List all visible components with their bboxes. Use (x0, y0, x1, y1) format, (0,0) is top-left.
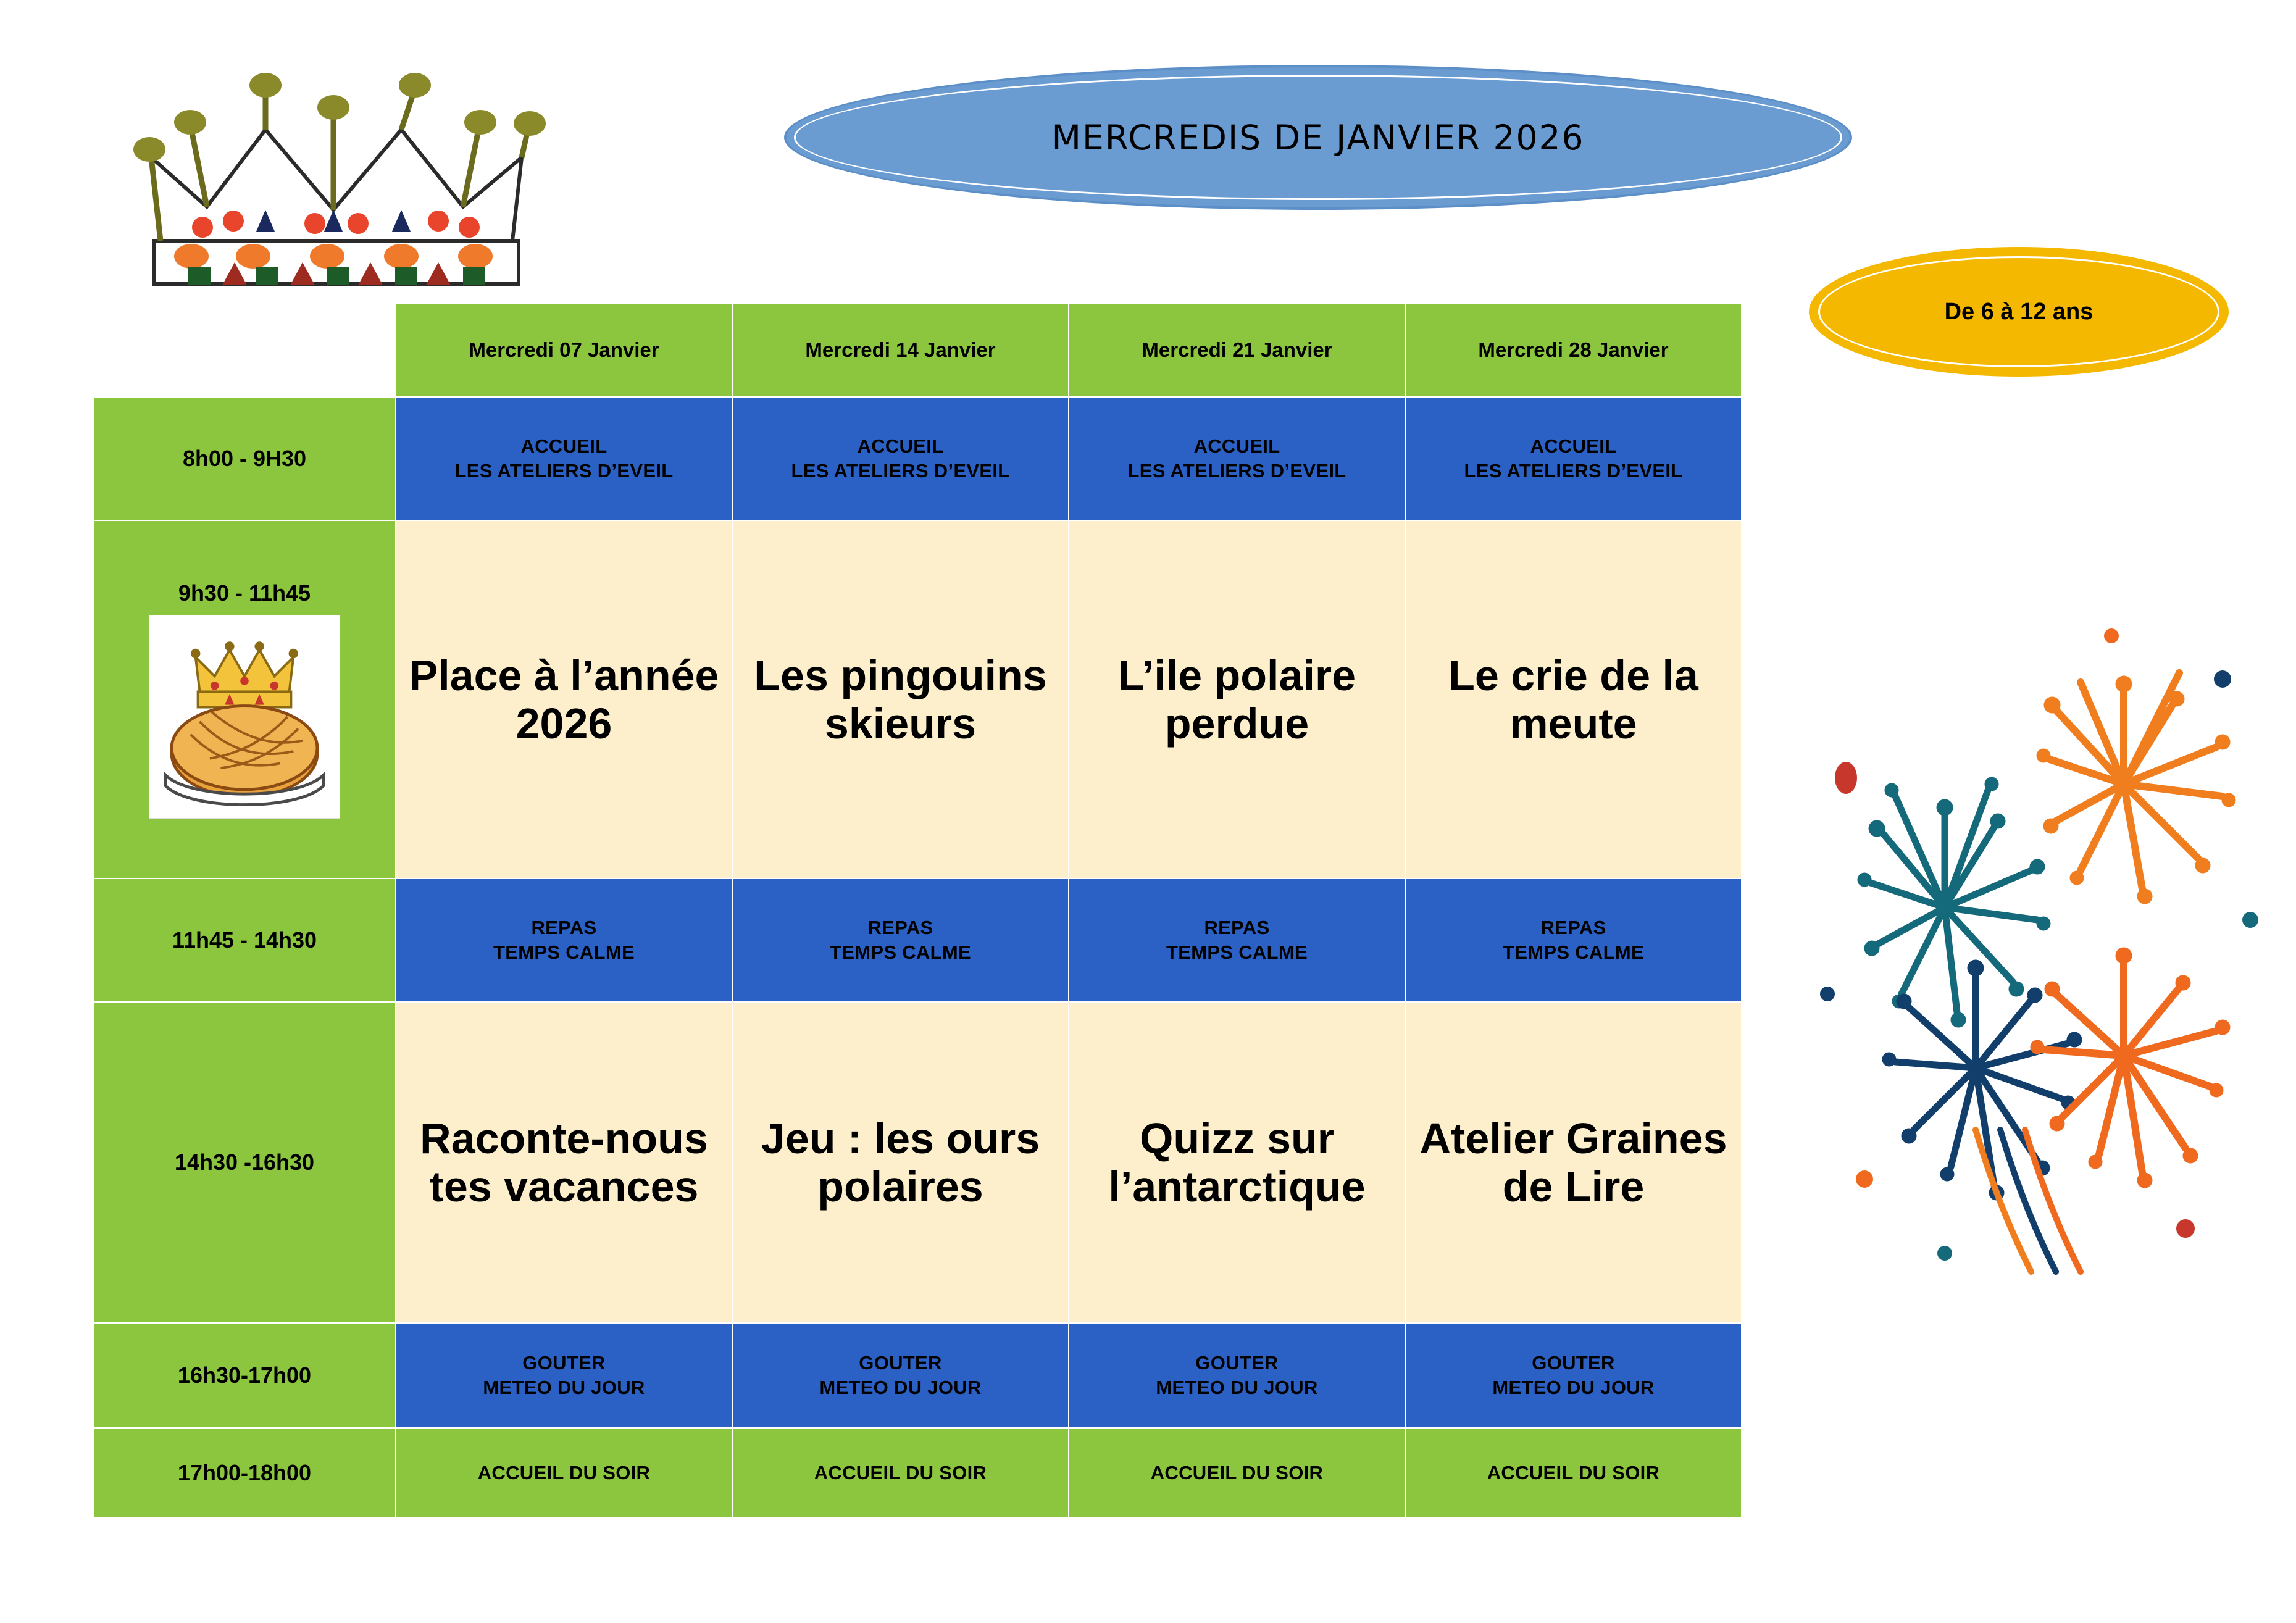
time-slot-3: 11h45 - 14h30 (93, 878, 396, 1002)
day-header-1: Mercredi 07 Janvier (396, 303, 732, 397)
slot-6-day-2: ACCUEIL DU SOIR (732, 1428, 1069, 1517)
table-row (93, 1323, 1742, 1428)
time-slot-1: 8h00 - 9H30 (93, 397, 396, 520)
slot-1-day-2: ACCUEIL LES ATELIERS D’EVEIL (732, 397, 1069, 520)
slot-1-day-4: ACCUEIL LES ATELIERS D’EVEIL (1405, 397, 1742, 520)
page-title: MERCREDIS DE JANVIER 2026 (1051, 117, 1585, 157)
table-corner-cell (93, 303, 396, 397)
slot-4-day-1: Raconte-nous tes vacances (396, 1002, 732, 1323)
slot-6-day-1: ACCUEIL DU SOIR (396, 1428, 732, 1517)
slot-5-day-3: GOUTER METEO DU JOUR (1069, 1323, 1405, 1428)
day-header-3: Mercredi 21 Janvier (1069, 303, 1405, 397)
table-row (93, 1428, 1742, 1517)
age-badge (1809, 247, 2229, 377)
day-header-4: Mercredi 28 Janvier (1405, 303, 1742, 397)
time-slot-5: 16h30-17h00 (93, 1323, 396, 1428)
slot-1-day-3: ACCUEIL LES ATELIERS D’EVEIL (1069, 397, 1405, 520)
slot-4-day-3: Quizz sur l’antarctique (1069, 1002, 1405, 1323)
table-row (93, 1002, 1742, 1323)
galette-illustration (149, 615, 340, 819)
time-slot-2-cell (93, 520, 396, 878)
slot-3-day-1: REPAS TEMPS CALME (396, 878, 732, 1002)
slot-3-day-3: REPAS TEMPS CALME (1069, 878, 1405, 1002)
table-row (93, 878, 1742, 1002)
slot-3-day-2: REPAS TEMPS CALME (732, 878, 1069, 1002)
table-row (93, 397, 1742, 520)
day-header-2: Mercredi 14 Janvier (732, 303, 1069, 397)
slot-2-day-4: Le crie de la meute (1405, 520, 1742, 878)
page-title-banner (784, 65, 1852, 210)
slot-6-day-4: ACCUEIL DU SOIR (1405, 1428, 1742, 1517)
slot-5-day-2: GOUTER METEO DU JOUR (732, 1323, 1069, 1428)
table-row (93, 520, 1742, 878)
slot-2-day-1: Place à l’année 2026 (396, 520, 732, 878)
time-slot-6: 17h00-18h00 (93, 1428, 396, 1517)
slot-4-day-2: Jeu : les ours polaires (732, 1002, 1069, 1323)
table-header-row (93, 303, 1742, 397)
crown-logo (68, 56, 611, 290)
slot-5-day-1: GOUTER METEO DU JOUR (396, 1323, 732, 1428)
time-slot-2: 9h30 - 11h45 (178, 580, 311, 606)
fireworks-illustration (1790, 525, 2284, 1296)
slot-1-day-1: ACCUEIL LES ATELIERS D’EVEIL (396, 397, 732, 520)
time-slot-4: 14h30 -16h30 (93, 1002, 396, 1323)
slot-2-day-3: L’ile polaire perdue (1069, 520, 1405, 878)
slot-5-day-4: GOUTER METEO DU JOUR (1405, 1323, 1742, 1428)
age-badge-label: De 6 à 12 ans (1944, 298, 2094, 325)
slot-3-day-4: REPAS TEMPS CALME (1405, 878, 1742, 1002)
slot-6-day-3: ACCUEIL DU SOIR (1069, 1428, 1405, 1517)
slot-4-day-4: Atelier Graines de Lire (1405, 1002, 1742, 1323)
slot-2-day-2: Les pingouins skieurs (732, 520, 1069, 878)
weekly-schedule-table (93, 302, 1742, 1518)
